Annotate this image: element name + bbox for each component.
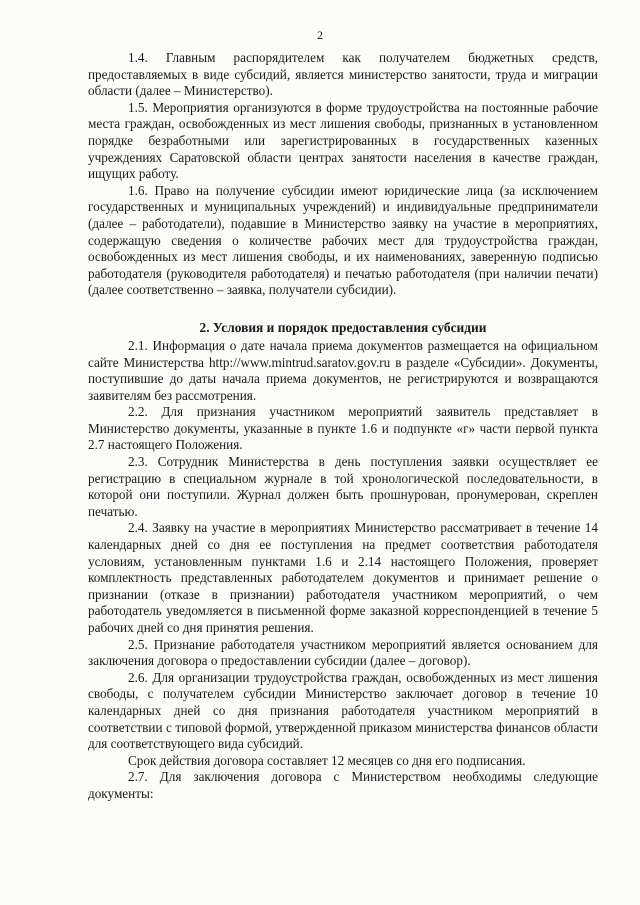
- paragraph-1-6: 1.6. Право на получение субсидии имеют юридические лица (за исключением государственных и муниципальных учреждений) и индивидуальные предприниматели (далее – работодатели), подавшие в Министерство заявку на участие в мероприятиях, содержащую сведения о количестве рабочих мест для трудоустройства граждан, освобожденных из мест лишения свободы, и их наименованиях, заверенную подписью работодателя (руководителя работодателя) и печатью работодателя (при наличии печати) (далее соответственно – заявка, получатели субсидии).: [88, 182, 598, 298]
- page-number: 2: [317, 28, 323, 42]
- paragraph-1-5: 1.5. Мероприятия организуются в форме трудоустройства на постоянные рабочие места граждан, освобожденных из мест лишения свободы, признанных в установленном порядке безработными или зарегистрированных в государственных казенных учреждениях Саратовской области центрах занятости населения в качестве граждан, ищущих работу.: [88, 99, 598, 182]
- paragraph-2-4: 2.4. Заявку на участие в мероприятиях Министерство рассматривает в течение 14 календарных дней со дня ее поступления на предмет соответствия работодателя условиям, установленным пунктами 1.6 и 2.14 настоящего Положения, проверяет комплектность представленных работодателем документов и принимает решение о признании (отказе в признании) работодателя участником мероприятий, о чем работодатель уведомляется в письменной форме заказной корреспонденцией в течение 5 рабочих дней со дня принятия решения.: [88, 520, 598, 635]
- paragraph-2-1: 2.1. Информация о дате начала приема документов размещается на официальном сайте Министерства http://www.mintrud.saratov.gov.ru в разделе «Субсидии». Документы, поступившие до даты начала приема документов, не регистрируются и возвращаются заявителям без рассмотрения.: [88, 337, 598, 403]
- paragraph-1-4: 1.4. Главным распорядителем как получателем бюджетных средств, предоставляемых в виде субсидий, является министерство занятости, труда и миграции области (далее – Министерство).: [88, 50, 598, 99]
- paragraph-2-6: 2.6. Для организации трудоустройства граждан, освобожденных из мест лишения свободы, с получателем субсидии Министерство заключает договор в течение 10 календарных дней со дня признания работодателя участником мероприятий в соответствии с типовой формой, утвержденной приказом министерства финансов области для соответствующего вида субсидий.: [88, 669, 598, 752]
- section-2-heading: 2. Условия и порядок предоставления субсидии: [199, 319, 487, 335]
- paragraph-contract-term: Срок действия договора составляет 12 месяцев со дня его подписания.: [128, 752, 526, 768]
- paragraph-2-3: 2.3. Сотрудник Министерства в день поступления заявки осуществляет ее регистрацию в специальном журнале в той хронологической последовательности, в которой они поступили. Журнал должен быть прошнурован, пронумерован, скреплен печатью.: [88, 454, 598, 519]
- document-body: [88, 50, 598, 803]
- paragraph-2-7: 2.7. Для заключения договора с Министерством необходимы следующие документы:: [88, 769, 598, 801]
- paragraph-2-5: 2.5. Признание работодателя участником мероприятий является основанием для заключения договора о предоставлении субсидии (далее – договор).: [88, 636, 598, 669]
- paragraph-2-2: 2.2. Для признания участником мероприятий заявитель представляет в Министерство документы, указанные в пункте 1.6 и подпункте «г» части первой пункта 2.7 настоящего Положения.: [88, 404, 598, 453]
